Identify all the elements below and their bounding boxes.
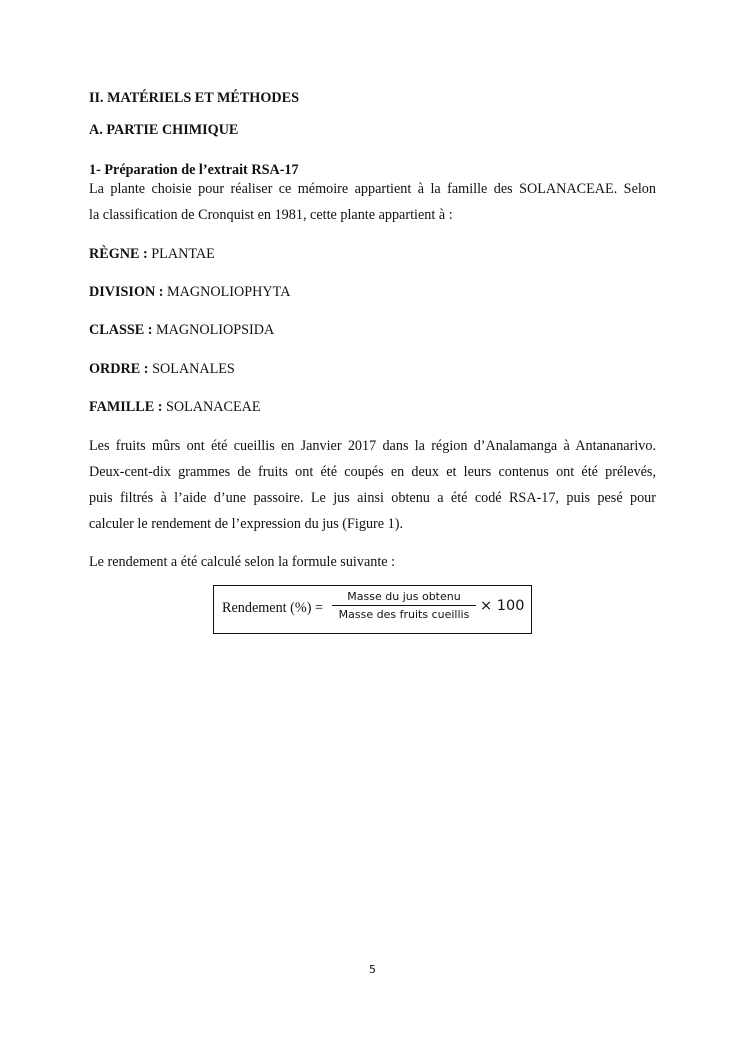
formula-box — [213, 585, 532, 634]
taxonomy-value: SOLANALES — [152, 361, 235, 377]
taxonomy-label: RÈGNE : — [89, 246, 148, 262]
page-number: 5 — [369, 963, 376, 976]
taxonomy-ordre — [89, 360, 235, 378]
taxonomy-value: SOLANACEAE — [165, 399, 261, 415]
paragraph-line: puis filtrés à l’aide d’une passoire. Le jus ainsi obtenu a été codé RSA-17, puis pesé pour — [89, 490, 656, 506]
paragraph-line: Deux-cent-dix grammes de fruits ont été coupés en deux et leurs contenus ont été prélevés, — [89, 464, 656, 480]
taxonomy-label: CLASSE : — [89, 322, 153, 338]
formula-multiplier: × 100 — [480, 598, 525, 614]
section-title: II. MATÉRIELS ET MÉTHODES — [89, 90, 299, 106]
paragraph-line: calculer le rendement de l’expression du jus (Figure 1). — [89, 516, 403, 532]
formula-label: Rendement (%) = — [222, 600, 323, 616]
formula-denominator: Masse des fruits cueillis — [338, 608, 470, 621]
intro-line-2: la classification de Cronquist en 1981, cette plante appartient à : — [89, 207, 453, 223]
taxonomy-value: MAGNOLIOPHYTA — [167, 284, 291, 300]
taxonomy-label: DIVISION : — [89, 284, 164, 300]
taxonomy-regne — [89, 245, 215, 263]
intro-line-1: La plante choisie pour réaliser ce mémoire appartient à la famille des SOLANACEAE. Selon — [89, 181, 656, 197]
taxonomy-classe — [89, 321, 274, 339]
taxonomy-value: MAGNOLIOPSIDA — [156, 322, 275, 338]
subsection-title: A. PARTIE CHIMIQUE — [89, 122, 239, 138]
taxonomy-label: FAMILLE : — [89, 399, 163, 415]
paragraph-line: Les fruits mûrs ont été cueillis en Janvier 2017 dans la région d’Analamanga à Antananarivo. — [89, 438, 656, 454]
taxonomy-division — [89, 283, 290, 301]
taxonomy-value: PLANTAE — [151, 246, 215, 262]
taxonomy-famille — [89, 398, 261, 416]
formula-numerator: Masse du jus obtenu — [347, 590, 461, 603]
formula-intro: Le rendement a été calculé selon la formule suivante : — [89, 554, 396, 570]
formula-fraction — [332, 590, 476, 621]
heading-preparation: 1- Préparation de l’extrait RSA-17 — [89, 162, 299, 178]
taxonomy-label: ORDRE : — [89, 361, 149, 377]
